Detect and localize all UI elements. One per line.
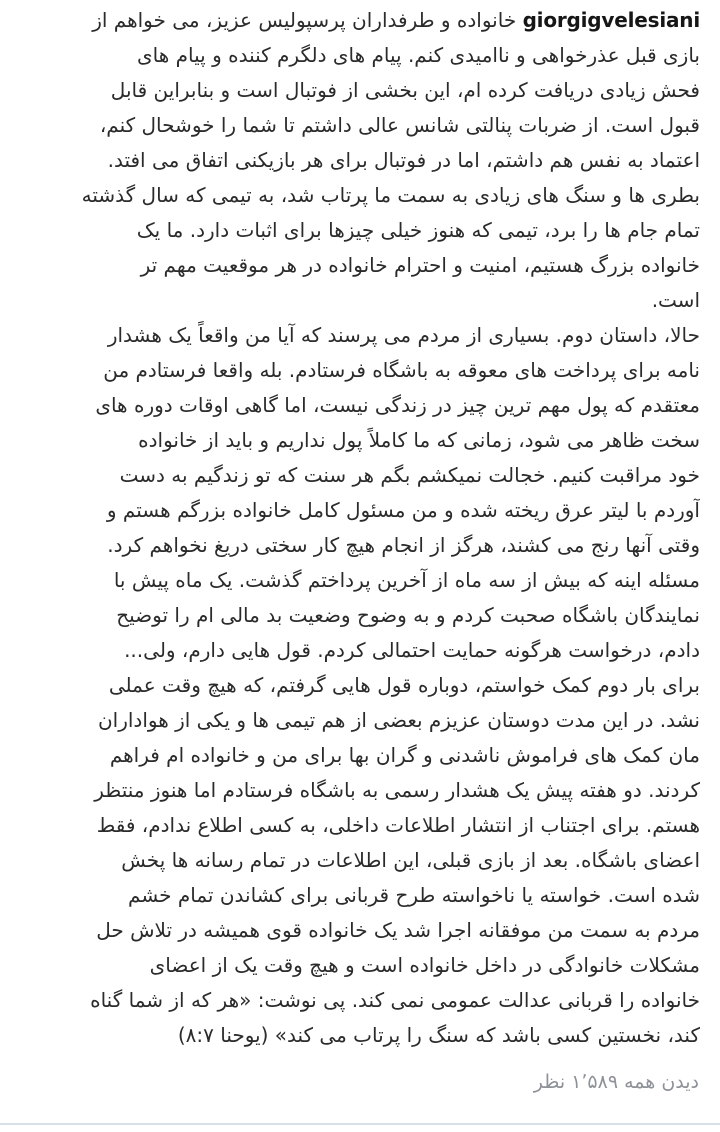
caption-line: حالا، داستان دوم. بسیاری از مردم می پرسند که آیا من واقعاً یک هشدار <box>107 323 700 347</box>
caption-line: فحش زیادی دریافت کرده ام، این بخشی از فوتبال است و بنابراین قابل <box>110 78 700 102</box>
caption-line: خانواده بزرگ هستیم، امنیت و احترام خانواده در هر موقعیت مهم تر <box>140 253 700 277</box>
caption-line: نشد. در این مدت دوستان عزیزم بعضی از هم تیمی ها و یکی از هواداران <box>97 708 700 732</box>
caption-line: خود مراقبت کنیم. خجالت نمیکشم بگم هر سنت که تو زندگیم به دست <box>119 463 700 487</box>
caption-line: تمام جام ها را برد، تیمی که هنوز خیلی چیزها برای اثبات دارد. ما یک <box>136 218 700 242</box>
caption-line: سخت ظاهر می شود، زمانی که ما کاملاً پول نداریم و باید از خانواده <box>138 428 700 452</box>
caption-line: برای بار دوم کمک خواستم، دوباره قول هایی گرفتم، که هیچ وقت عملی <box>108 673 700 697</box>
caption-line: هستم. برای اجتناب از انتشار اطلاعات داخلی، به کسی اطلاع ندادم، فقط <box>96 813 700 837</box>
caption-line: مان کمک های فراموش ناشدنی و گران بها برای من و خانواده ام فراهم <box>109 743 700 767</box>
post-caption <box>22 3 700 1063</box>
caption-text: خانواده و طرفداران پرسپولیس عزیز، می خواهم از <box>92 8 517 32</box>
caption-line: شده است. خواسته یا ناخواسته طرح قربانی برای کشاندن تمام خشم <box>128 883 700 907</box>
caption-line: کردند. دو هفته پیش یک هشدار رسمی به باشگاه فرستادم اما هنوز منتظر <box>94 778 700 802</box>
caption-line: وقتی آنها رنج می کشند، هرگز از انجام هیچ کار سختی دریغ نخواهم کرد. <box>107 533 700 557</box>
caption-line <box>22 3 700 38</box>
caption-line: معتقدم که پول مهم ترین چیز در زندگی نیست، اما گاهی اوقات دوره های <box>95 393 700 417</box>
caption-line: است. <box>651 288 700 312</box>
caption-line: خانواده را قربانی عدالت عمومی نمی کند. پی نوشت: «هر که از شما گناه <box>90 988 700 1012</box>
post-author-username[interactable]: giorgigvelesiani <box>522 8 700 32</box>
caption-line: نمایندگان باشگاه صحبت کردم و به وضوح وضعیت بد مالی ام را توضیح <box>116 603 700 627</box>
caption-line: نامه برای پرداخت های معوقه به باشگاه فرستادم. بله واقعا فرستادم من <box>103 358 700 382</box>
caption-line: مردم به سمت من موفقانه اجرا شد یک خانواده قوی همیشه در تلاش حل <box>96 918 700 942</box>
caption-line: بازی قبل عذرخواهی و ناامیدی کنم. پیام های دلگرم کننده و پیام های <box>137 43 700 67</box>
caption-line: مسئله اینه که بیش از سه ماه از آخرین پرداختم گذشت. یک ماه پیش با <box>113 568 700 592</box>
caption-line: کند، نخستین کسی باشد که سنگ را پرتاب می کند» (یوحنا ۸:۷) <box>177 1023 700 1047</box>
caption-line: دادم، درخواست هرگونه حمایت احتمالی کردم. قول هایی دارم، ولی... <box>124 638 700 662</box>
section-divider <box>0 1123 720 1125</box>
caption-line: مشکلات خانوادگی در داخل خانواده است و هیچ وقت یک از اعضای <box>149 953 700 977</box>
caption-line: اعتماد به نفس هم داشتم، اما در فوتبال برای هر بازیکنی اتفاق می افتد. <box>107 148 700 172</box>
caption-line: بطری ها و سنگ های زیادی به سمت ما پرتاب شد، به تیمی که سال گذشته <box>81 183 700 207</box>
view-all-comments-link[interactable]: دیدن همه ۱٬۵۸۹ نظر <box>533 1071 699 1093</box>
caption-line: آوردم با لیتر عرق ریخته شده و من مسئول کامل خانواده بزرگم هستم و <box>106 498 700 522</box>
caption-line: قبول است. از ضربات پنالتی شانس عالی داشتم تا شما را خوشحال کنم، <box>99 113 700 137</box>
caption-line: اعضای باشگاه. بعد از بازی قبلی، این اطلاعات در تمام رسانه ها پخش <box>121 848 700 872</box>
